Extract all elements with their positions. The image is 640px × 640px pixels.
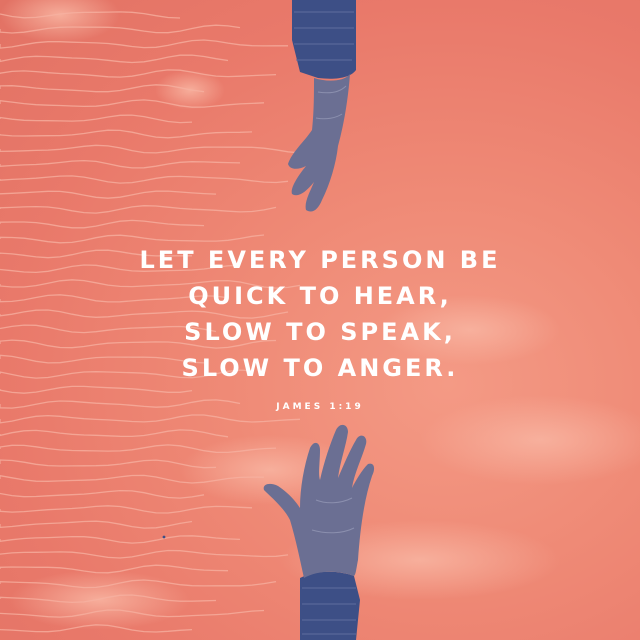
verse-line-3: SLOW TO SPEAK,	[184, 318, 456, 346]
wave-line	[0, 176, 288, 183]
wave-line	[0, 55, 228, 62]
wave-line	[0, 565, 228, 573]
verse-line-1: LET EVERY PERSON BE	[139, 246, 501, 274]
verse-reference: JAMES 1:19	[276, 402, 364, 412]
wave-line	[0, 145, 300, 153]
speck	[163, 536, 166, 539]
wave-line	[0, 536, 240, 543]
wave-line	[0, 206, 276, 213]
wave-line	[0, 551, 288, 559]
wave-line	[0, 191, 216, 198]
verse-line-4: SLOW TO ANGER.	[181, 354, 459, 382]
wave-line	[0, 506, 252, 513]
wave-line	[0, 130, 252, 138]
wave-line	[0, 161, 240, 168]
wave-line	[0, 491, 204, 499]
wave-line	[0, 115, 192, 123]
wave-line	[0, 430, 228, 437]
wave-line	[0, 100, 264, 107]
top-hand-icon	[288, 0, 356, 212]
wave-line	[0, 70, 276, 77]
wave-line	[0, 521, 192, 528]
wave-line	[0, 415, 300, 423]
verse-line-2: QUICK TO HEAR,	[188, 282, 452, 310]
wave-line	[0, 220, 204, 227]
wave-line	[0, 386, 192, 393]
verse-text	[0, 242, 640, 386]
